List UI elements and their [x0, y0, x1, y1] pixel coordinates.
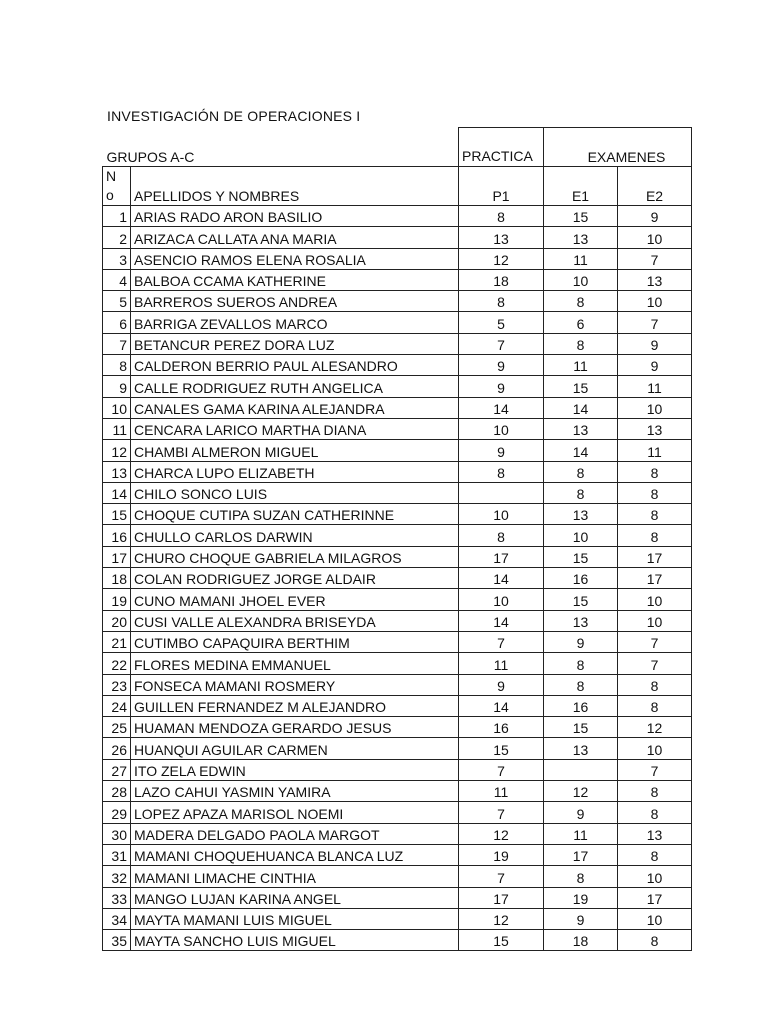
student-name: MAYTA MAMANI LUIS MIGUEL — [131, 908, 459, 929]
e1-score: 13 — [544, 504, 618, 525]
student-name: MANGO LUJAN KARINA ANGEL — [131, 887, 459, 908]
no-header — [103, 167, 131, 206]
table-row — [103, 397, 692, 418]
row-number: 10 — [103, 397, 131, 418]
e2-score: 7 — [618, 312, 692, 333]
row-number: 35 — [103, 930, 131, 951]
student-name: ARIZACA CALLATA ANA MARIA — [131, 227, 459, 248]
row-number: 2 — [103, 227, 131, 248]
student-name: CALLE RODRIGUEZ RUTH ANGELICA — [131, 376, 459, 397]
student-name: CUTIMBO CAPAQUIRA BERTHIM — [131, 631, 459, 652]
p1-score: 17 — [459, 546, 544, 567]
e1-score: 15 — [544, 376, 618, 397]
student-name: CENCARA LARICO MARTHA DIANA — [131, 418, 459, 439]
document-title: INVESTIGACIÓN DE OPERACIONES I — [107, 108, 361, 124]
e1-score: 15 — [544, 206, 618, 227]
e2-score: 10 — [618, 227, 692, 248]
e1-score: 13 — [544, 418, 618, 439]
student-name: LOPEZ APAZA MARISOL NOEMI — [131, 802, 459, 823]
student-name: CANALES GAMA KARINA ALEJANDRA — [131, 397, 459, 418]
student-name: CHILO SONCO LUIS — [131, 482, 459, 503]
grades-table — [102, 127, 692, 951]
p1-score: 17 — [459, 887, 544, 908]
e1-score: 8 — [544, 674, 618, 695]
groups-label: GRUPOS A-C — [106, 149, 195, 165]
table-row — [103, 440, 692, 461]
row-number: 31 — [103, 844, 131, 865]
p1-score: 14 — [459, 695, 544, 716]
e2-score: 17 — [618, 546, 692, 567]
row-number: 32 — [103, 866, 131, 887]
student-name: CUSI VALLE ALEXANDRA BRISEYDA — [131, 610, 459, 631]
student-name: ITO ZELA EDWIN — [131, 759, 459, 780]
e2-score: 9 — [618, 206, 692, 227]
e2-score: 9 — [618, 355, 692, 376]
student-name: CHULLO CARLOS DARWIN — [131, 525, 459, 546]
p1-score: 19 — [459, 844, 544, 865]
student-name: CHURO CHOQUE GABRIELA MILAGROS — [131, 546, 459, 567]
student-name: CUNO MAMANI JHOEL EVER — [131, 589, 459, 610]
table-row — [103, 844, 692, 865]
p1-score: 8 — [459, 461, 544, 482]
e2-score: 17 — [618, 887, 692, 908]
e1-score: 6 — [544, 312, 618, 333]
p1-score: 16 — [459, 717, 544, 738]
p1-score: 15 — [459, 738, 544, 759]
e1-score: 15 — [544, 717, 618, 738]
e2-score: 11 — [618, 376, 692, 397]
student-name: FONSECA MAMANI ROSMERY — [131, 674, 459, 695]
row-number: 19 — [103, 589, 131, 610]
row-number: 20 — [103, 610, 131, 631]
student-name: MAMANI LIMACHE CINTHIA — [131, 866, 459, 887]
no-label: No — [106, 168, 117, 203]
table-row — [103, 206, 692, 227]
table-row — [103, 312, 692, 333]
p1-score: 7 — [459, 866, 544, 887]
p1-score: 11 — [459, 781, 544, 802]
e1-score: 16 — [544, 695, 618, 716]
e1-score: 8 — [544, 333, 618, 354]
student-name: FLORES MEDINA EMMANUEL — [131, 653, 459, 674]
e2-score: 8 — [618, 504, 692, 525]
table-row — [103, 930, 692, 951]
row-number: 12 — [103, 440, 131, 461]
e2-score: 7 — [618, 631, 692, 652]
student-name: CHAMBI ALMERON MIGUEL — [131, 440, 459, 461]
table-row — [103, 759, 692, 780]
p1-header: P1 — [459, 167, 544, 206]
row-number: 17 — [103, 546, 131, 567]
p1-score: 18 — [459, 269, 544, 290]
e2-score: 7 — [618, 248, 692, 269]
header-row-2 — [103, 167, 692, 206]
e1-score: 14 — [544, 440, 618, 461]
p1-score: 11 — [459, 653, 544, 674]
student-name: CALDERON BERRIO PAUL ALESANDRO — [131, 355, 459, 376]
student-name: BARREROS SUEROS ANDREA — [131, 291, 459, 312]
student-name: MAYTA SANCHO LUIS MIGUEL — [131, 930, 459, 951]
e2-score: 8 — [618, 802, 692, 823]
e1-score: 8 — [544, 653, 618, 674]
e1-score: 19 — [544, 887, 618, 908]
e2-score: 10 — [618, 589, 692, 610]
e2-score: 17 — [618, 568, 692, 589]
e1-score: 9 — [544, 908, 618, 929]
e1-score: 11 — [544, 823, 618, 844]
e2-score: 10 — [618, 610, 692, 631]
row-number: 11 — [103, 418, 131, 439]
student-name: ARIAS RADO ARON BASILIO — [131, 206, 459, 227]
p1-score: 9 — [459, 674, 544, 695]
p1-score: 10 — [459, 589, 544, 610]
table-row — [103, 589, 692, 610]
row-number: 6 — [103, 312, 131, 333]
practica-header — [459, 128, 544, 167]
table-row — [103, 823, 692, 844]
row-number: 22 — [103, 653, 131, 674]
student-name: CHOQUE CUTIPA SUZAN CATHERINNE — [131, 504, 459, 525]
table-row — [103, 908, 692, 929]
student-name: MADERA DELGADO PAOLA MARGOT — [131, 823, 459, 844]
e2-score: 8 — [618, 525, 692, 546]
p1-score: 14 — [459, 610, 544, 631]
e1-score: 12 — [544, 781, 618, 802]
e1-score: 16 — [544, 568, 618, 589]
table-row — [103, 653, 692, 674]
row-number: 25 — [103, 717, 131, 738]
row-number: 27 — [103, 759, 131, 780]
student-name: HUANQUI AGUILAR CARMEN — [131, 738, 459, 759]
student-name: GUILLEN FERNANDEZ M ALEJANDRO — [131, 695, 459, 716]
table-row — [103, 504, 692, 525]
row-number: 16 — [103, 525, 131, 546]
table-row — [103, 866, 692, 887]
table-row — [103, 738, 692, 759]
table-row — [103, 781, 692, 802]
e2-score: 8 — [618, 844, 692, 865]
p1-score: 8 — [459, 206, 544, 227]
row-number: 3 — [103, 248, 131, 269]
table-row — [103, 610, 692, 631]
e2-score: 8 — [618, 461, 692, 482]
row-number: 34 — [103, 908, 131, 929]
table-row — [103, 546, 692, 567]
table-row — [103, 525, 692, 546]
p1-score: 7 — [459, 759, 544, 780]
e1-score: 15 — [544, 546, 618, 567]
table-row — [103, 376, 692, 397]
e1-header: E1 — [544, 167, 618, 206]
student-name: HUAMAN MENDOZA GERARDO JESUS — [131, 717, 459, 738]
student-name: CHARCA LUPO ELIZABETH — [131, 461, 459, 482]
e2-score: 7 — [618, 653, 692, 674]
table-row — [103, 269, 692, 290]
e1-score: 15 — [544, 589, 618, 610]
practica-label: PRACTICA — [462, 148, 533, 164]
e2-score: 13 — [618, 418, 692, 439]
table-row — [103, 802, 692, 823]
e1-score: 8 — [544, 482, 618, 503]
student-name: LAZO CAHUI YASMIN YAMIRA — [131, 781, 459, 802]
student-name: BALBOA CCAMA KATHERINE — [131, 269, 459, 290]
table-row — [103, 461, 692, 482]
e2-score: 9 — [618, 333, 692, 354]
p1-score: 12 — [459, 248, 544, 269]
e2-score: 10 — [618, 397, 692, 418]
e1-score — [544, 759, 618, 780]
e2-score: 10 — [618, 866, 692, 887]
row-number: 15 — [103, 504, 131, 525]
p1-score: 8 — [459, 291, 544, 312]
e1-score: 13 — [544, 610, 618, 631]
e2-score: 13 — [618, 269, 692, 290]
e1-score: 11 — [544, 355, 618, 376]
table-row — [103, 674, 692, 695]
row-number: 23 — [103, 674, 131, 695]
student-name: COLAN RODRIGUEZ JORGE ALDAIR — [131, 568, 459, 589]
row-number: 24 — [103, 695, 131, 716]
p1-score: 7 — [459, 802, 544, 823]
row-number: 9 — [103, 376, 131, 397]
table-row — [103, 248, 692, 269]
e1-score: 18 — [544, 930, 618, 951]
p1-score: 9 — [459, 355, 544, 376]
e2-score: 11 — [618, 440, 692, 461]
table-row — [103, 333, 692, 354]
e2-score: 10 — [618, 291, 692, 312]
e1-score: 13 — [544, 227, 618, 248]
row-number: 30 — [103, 823, 131, 844]
e2-score: 10 — [618, 738, 692, 759]
row-number: 26 — [103, 738, 131, 759]
e2-score: 8 — [618, 674, 692, 695]
table-row — [103, 482, 692, 503]
e2-score: 8 — [618, 781, 692, 802]
row-number: 1 — [103, 206, 131, 227]
p1-score: 7 — [459, 333, 544, 354]
table-row — [103, 887, 692, 908]
student-name: MAMANI CHOQUEHUANCA BLANCA LUZ — [131, 844, 459, 865]
table-row — [103, 418, 692, 439]
e2-score: 10 — [618, 908, 692, 929]
examenes-header: EXAMENES — [544, 128, 692, 167]
e2-score: 13 — [618, 823, 692, 844]
row-number: 5 — [103, 291, 131, 312]
p1-score: 12 — [459, 823, 544, 844]
e1-score: 10 — [544, 269, 618, 290]
row-number: 13 — [103, 461, 131, 482]
row-number: 28 — [103, 781, 131, 802]
e2-score: 8 — [618, 482, 692, 503]
e1-score: 9 — [544, 802, 618, 823]
p1-score: 9 — [459, 376, 544, 397]
student-name: BARRIGA ZEVALLOS MARCO — [131, 312, 459, 333]
e2-score: 8 — [618, 695, 692, 716]
p1-score: 14 — [459, 568, 544, 589]
row-number: 18 — [103, 568, 131, 589]
p1-score: 7 — [459, 631, 544, 652]
row-number: 14 — [103, 482, 131, 503]
e2-score: 8 — [618, 930, 692, 951]
student-name: BETANCUR PEREZ DORA LUZ — [131, 333, 459, 354]
row-number: 21 — [103, 631, 131, 652]
row-number: 7 — [103, 333, 131, 354]
table-row — [103, 355, 692, 376]
p1-score: 9 — [459, 440, 544, 461]
e1-score: 11 — [544, 248, 618, 269]
e1-score: 17 — [544, 844, 618, 865]
p1-score: 15 — [459, 930, 544, 951]
row-number: 29 — [103, 802, 131, 823]
p1-score: 13 — [459, 227, 544, 248]
e1-score: 8 — [544, 291, 618, 312]
p1-score: 10 — [459, 504, 544, 525]
e1-score: 9 — [544, 631, 618, 652]
row-number: 8 — [103, 355, 131, 376]
student-name: ASENCIO RAMOS ELENA ROSALIA — [131, 248, 459, 269]
p1-score: 12 — [459, 908, 544, 929]
row-number: 33 — [103, 887, 131, 908]
names-header: APELLIDOS Y NOMBRES — [131, 167, 459, 206]
p1-score: 5 — [459, 312, 544, 333]
e1-score: 10 — [544, 525, 618, 546]
p1-score: 8 — [459, 525, 544, 546]
e2-score: 7 — [618, 759, 692, 780]
e1-score: 13 — [544, 738, 618, 759]
e2-score: 12 — [618, 717, 692, 738]
table-row — [103, 227, 692, 248]
table-row — [103, 717, 692, 738]
table-row — [103, 631, 692, 652]
p1-score: 14 — [459, 397, 544, 418]
e1-score: 8 — [544, 461, 618, 482]
table-row — [103, 695, 692, 716]
header-row-1 — [103, 128, 692, 167]
row-number: 4 — [103, 269, 131, 290]
p1-score: 10 — [459, 418, 544, 439]
p1-score — [459, 482, 544, 503]
e2-header: E2 — [618, 167, 692, 206]
table-row — [103, 568, 692, 589]
table-row — [103, 291, 692, 312]
e1-score: 14 — [544, 397, 618, 418]
e1-score: 8 — [544, 866, 618, 887]
